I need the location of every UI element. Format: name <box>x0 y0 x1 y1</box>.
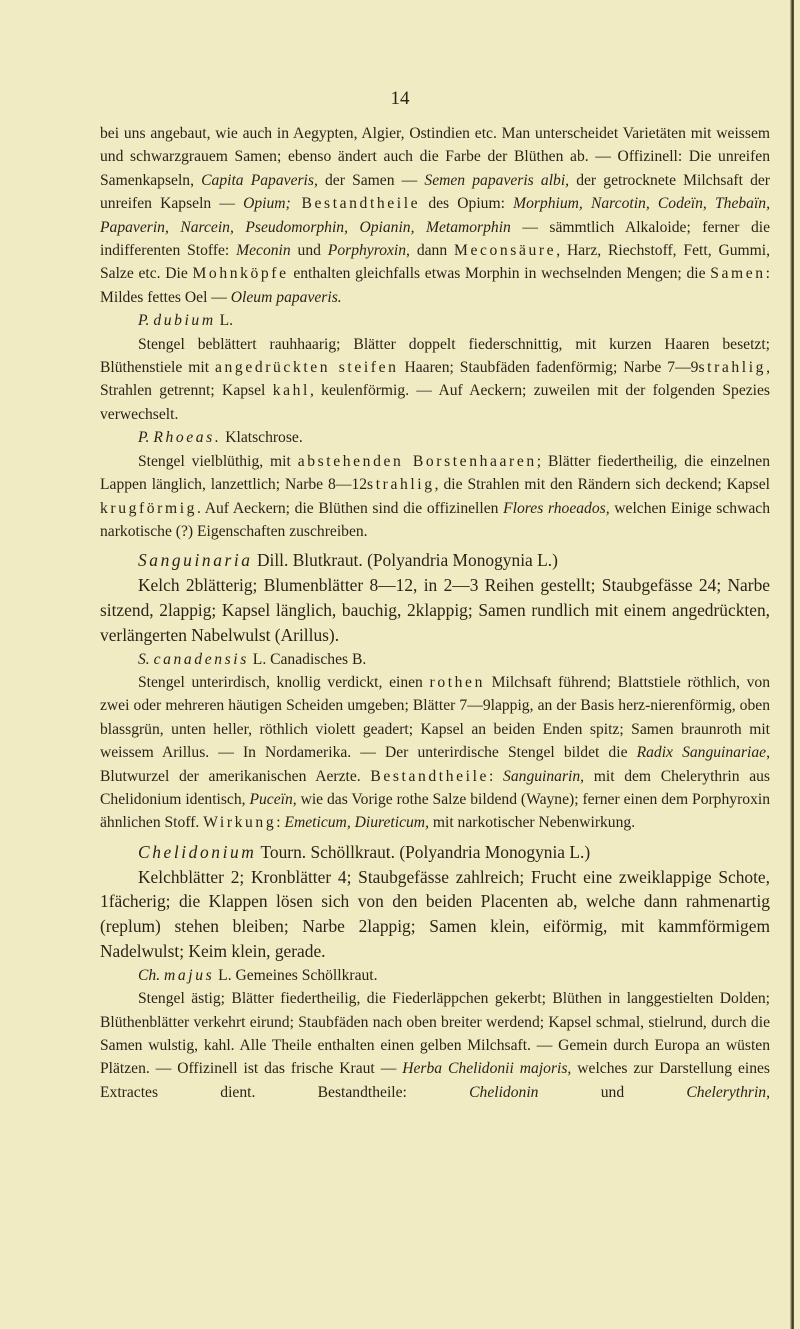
page-number: 14 <box>390 88 410 109</box>
spaced-emphasis: Bestandtheile <box>290 195 421 213</box>
text-run: , keulenförmig. — Auf Aeckern; zuweilen mit der folgenden Spezies verwechselt. <box>100 382 770 423</box>
species-heading <box>100 964 770 987</box>
spaced-emphasis: angedrückten steifen <box>215 359 399 377</box>
text-run: . Auf Aeckern; die Blüthen sind die offizinellen <box>197 499 504 517</box>
spaced-emphasis: abstehenden Borstenhaaren <box>297 452 537 470</box>
taxon-name: Chelidonium <box>138 841 257 862</box>
text-run: mit dem Chelerythrin aus Chelidonium identisch, <box>100 767 771 808</box>
paragraph <box>100 450 770 544</box>
taxon-name: dubium <box>153 312 216 330</box>
text-run: Dill. Blutkraut. (Polyandria Monogynia L.) <box>252 550 558 571</box>
text-run: enthalten gleichfalls etwas Morphin in wechselnden Mengen; die <box>288 265 711 283</box>
text-run: : <box>276 814 285 832</box>
paragraph <box>100 865 770 964</box>
paragraph <box>100 122 770 309</box>
text-run: der Samen — <box>317 171 425 189</box>
italic-term: Sanguinarin, <box>503 767 585 785</box>
page-edge <box>790 0 794 1329</box>
text-run: und <box>538 1083 687 1101</box>
text-run: — sämmtlich Alkaloide; ferner die indifferenten Stoffe: <box>100 218 770 260</box>
text-run: Kelch 2blätterig; Blumenblätter 8—12, in 2—3 Reihen gestellt; Staubgefässe 24; Narbe sitzend, 2lappig; Kapsel länglich, bauchig, 2klappig; Samen rundlich mit einem angedrückten, verlängerten Nabelwulst (Arillus). <box>100 575 770 645</box>
italic-term: Radix Sanguinariae, <box>636 744 770 762</box>
species-heading <box>100 309 770 332</box>
spaced-emphasis: strahlig <box>367 476 435 494</box>
text-run: welchen Einige schwach narkotische (?) Eigenschaften zuschreiben. <box>100 499 770 540</box>
spaced-emphasis: strahlig <box>698 359 767 377</box>
genus-heading <box>100 548 770 573</box>
italic-term: S. <box>138 650 154 668</box>
spaced-emphasis: Meconsäure <box>453 242 557 260</box>
text-run: Tourn. Schöllkraut. (Polyandria Monogynia L.) <box>256 841 591 862</box>
text-run: Stengel beblättert rauhhaarig; Blätter doppelt fiederschnittig, mit kurzen Haaren besetzt; Blüthenstiele mit <box>100 335 770 377</box>
text-run: : Mildes fettes Oel — <box>100 265 770 306</box>
text-run: L. Canadisches B. <box>248 650 367 668</box>
italic-term: Ch. <box>138 966 164 984</box>
spaced-emphasis: krugförmig <box>100 499 198 517</box>
italic-term: Porphyroxin, <box>327 242 410 260</box>
italic-term: Opium; <box>243 195 291 213</box>
text-run: , die Strahlen mit den Rändern sich deckend; Kapsel <box>434 476 770 494</box>
taxon-name: canadensis <box>153 650 249 668</box>
spaced-emphasis: rothen <box>429 673 485 691</box>
text-run: Kelchblätter 2; Kronblätter 4; Staubgefässe zahlreich; Frucht eine zweiklappige Schote, 1fächerig; die Klappen lösen sich von den beiden Placenten ab, welche dann rahmenartig (replum) stehen bleiben; Narbe 2lappig; Samen klein, eiförmig, mit kammförmigem Nadelwulst; Keim klein, gerade. <box>100 866 770 961</box>
text-run: und <box>290 242 328 260</box>
text-run: Klatschrose. <box>221 429 303 447</box>
text-run: Milchsaft führend; Blattstiele röthlich, von zwei oder mehreren häutigen Scheiden umgeben; Blätter 7—9lappig, an der Basis herz-nierenförmig, oben blassgrün, unten heller, röthlich violett geadert; Kapsel an beiden Enden spitz; Samen braunroth mit weissem Arillus. — In Nordamerika. — Der unterirdische Stengel bildet die <box>100 673 770 762</box>
text-run: des Opium: <box>420 195 514 213</box>
spaced-emphasis: Samen <box>710 265 766 283</box>
spaced-emphasis: Bestandtheile <box>370 767 490 785</box>
spaced-emphasis: Mohnköpfe <box>192 265 289 283</box>
page-body <box>100 122 770 1104</box>
italic-term: Herba Chelidonii majoris, <box>402 1060 572 1078</box>
italic-term: Meconin <box>236 242 291 260</box>
italic-term: Oleum papaveris. <box>230 288 342 306</box>
taxon-name: Rhoeas. <box>153 429 222 447</box>
italic-term: Chelerythrin, <box>686 1083 770 1101</box>
paragraph <box>100 987 770 1104</box>
text-run: L. <box>215 312 234 330</box>
text-run: Stengel vielblüthig, mit <box>138 452 298 470</box>
text-run: Haaren; Staubfäden fadenförmig; Narbe 7—9 <box>398 359 699 377</box>
text-run: wie das Vorige rothe Salze bildend (Wayne); ferner einen dem Porphyroxin ähnlichen Stoff. <box>100 790 770 832</box>
paragraph <box>100 671 770 835</box>
italic-term: Chelidonin <box>469 1083 539 1101</box>
text-run: dann <box>409 242 454 260</box>
text-run: L. Gemeines Schöllkraut. <box>214 966 378 984</box>
paragraph <box>100 573 770 647</box>
taxon-name: Sanguinaria <box>138 550 253 571</box>
italic-term: Capita Papaveris, <box>201 171 318 189</box>
text-run: mit narkotischer Nebenwirkung. <box>428 814 636 832</box>
species-heading <box>100 426 770 449</box>
genus-heading <box>100 840 770 865</box>
text-run: der getrocknete Milchsaft der unreifen Kapseln — <box>100 171 770 213</box>
text-run: , Strahlen getrennt; Kapsel <box>100 359 770 400</box>
italic-term: Puceïn, <box>249 790 297 808</box>
italic-term: Flores rhoeados, <box>503 499 610 517</box>
italic-term: Semen papaveris albi, <box>424 171 570 189</box>
taxon-name: majus <box>164 966 215 984</box>
text-run: welches zur Darstellung eines Extractes dient. Bestandtheile: <box>100 1060 770 1101</box>
text-run: ; Blätter fiedertheilig, die einzelnen Lappen länglich, lanzettlich; Narbe 8—12 <box>100 452 770 494</box>
species-heading <box>100 648 770 671</box>
text-run: Stengel ästig; Blätter fiedertheilig, die Fiederläppchen gekerbt; Blüthen in langgestielten Dolden; Blüthenblätter verkehrt eirund; Staubfäden nach oben breiter werdend; Kapsel schmal, stielrund, durch die Samen wulstig, kahl. Alle Theile enthalten einen gelben Milchsaft. — Gemein durch Europa an wüsten Plätzen. — Offizinell ist das frische Kraut — <box>100 990 770 1078</box>
text-run: Stengel unterirdisch, knollig verdickt, einen <box>138 673 430 691</box>
italic-term: Emeticum, Diureticum, <box>284 814 429 832</box>
spaced-emphasis: Wirkung <box>203 814 277 832</box>
text-run: , Harz, Riechstoff, Fett, Gummi, Salze etc. Die <box>100 242 770 283</box>
italic-term: P. <box>138 312 154 330</box>
italic-term: P. <box>138 429 154 447</box>
spaced-emphasis: kahl <box>272 382 310 400</box>
text-run: Blutwurzel der amerikanischen Aerzte. <box>100 767 371 785</box>
paragraph <box>100 333 770 427</box>
italic-term: Morphium, Narcotin, Codeïn, Thebaïn, Papaverin, Narcein, Pseudomorphin, Opianin, Metamorphin <box>100 195 770 236</box>
text-run: bei uns angebaut, wie auch in Aegypten, Algier, Ostindien etc. Man unterscheidet Varietäten mit weissem und schwarzgrauem Samen; ebenso ändert auch die Farbe der Blüthen ab. — Offizinell: Die unreifen Samenkapseln, <box>100 125 770 189</box>
text-run: : <box>489 767 504 785</box>
